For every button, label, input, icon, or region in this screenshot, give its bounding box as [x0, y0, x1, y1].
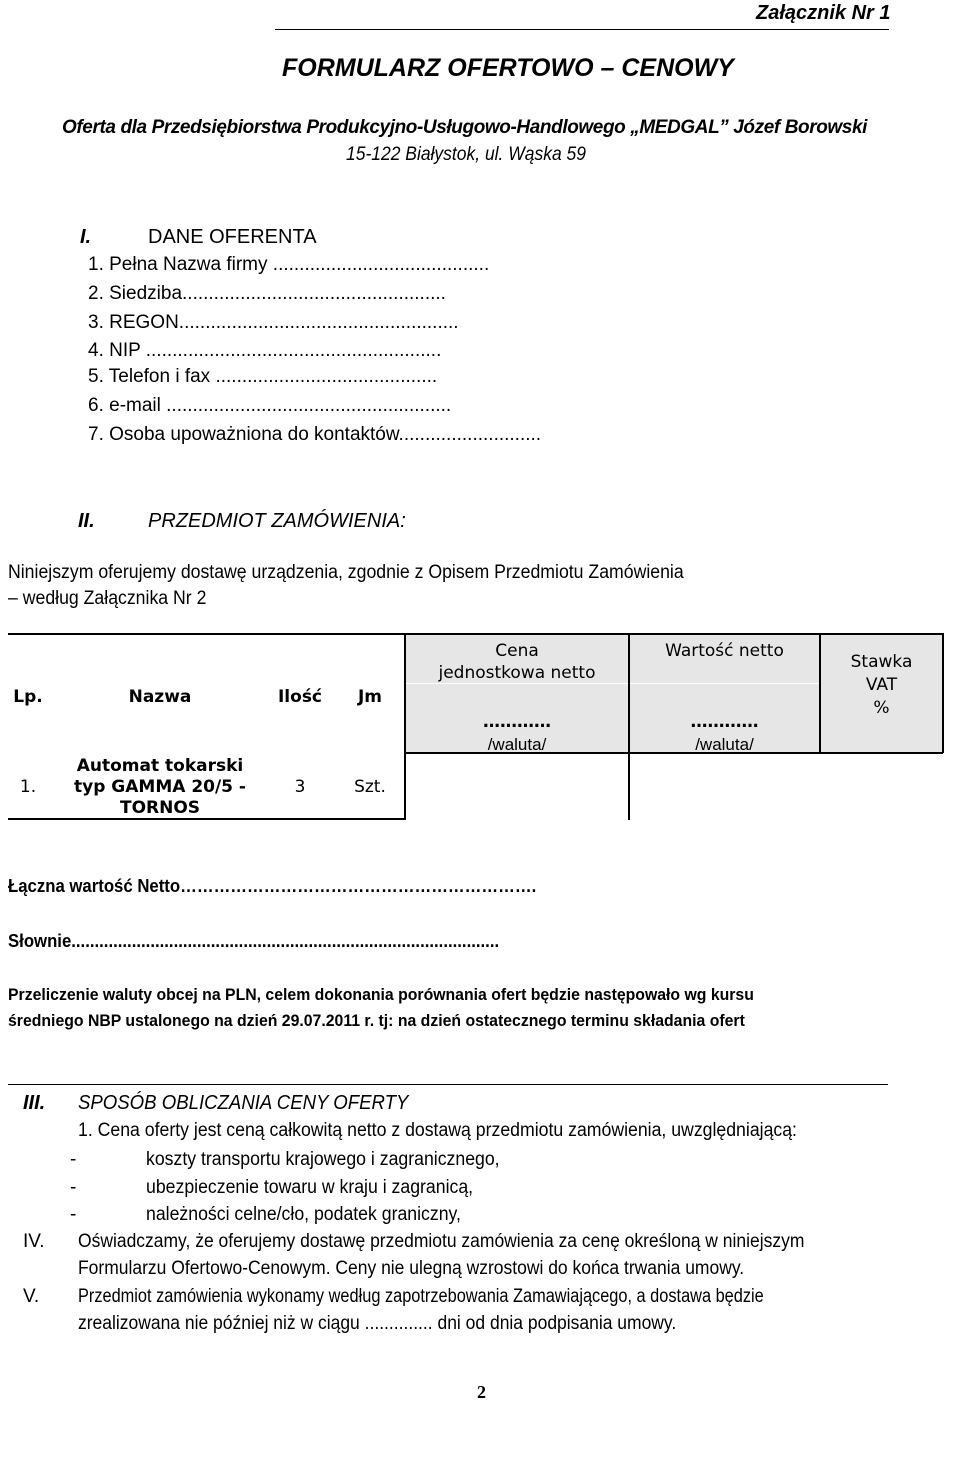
header-lp: Lp. [13, 687, 43, 707]
header-rule [275, 29, 889, 30]
in-words: Słownie............................................................................................ [8, 931, 500, 951]
row-qty: 3 [294, 777, 306, 797]
list-item: 4. NIP ........................................................ [88, 340, 442, 361]
section-5-line-1: Przedmiot zamówienia wykonamy według zapotrzebowania Zamawiającego, a dostawa będzie [78, 1286, 764, 1307]
conversion-line-1: Przeliczenie waluty obcej na PLN, celem dokonania porównania ofert będzie następowało wg kursu [8, 985, 754, 1004]
section-2-intro-2: – według Załącznika Nr 2 [8, 588, 207, 609]
offer-line-1: Oferta dla Przedsiębiorstwa Produkcyjno-Usługowo-Handlowego „MEDGAL” Józef Borowski [62, 117, 868, 138]
wartosc-inner-line [629, 683, 820, 684]
header-stawka-2: VAT [865, 675, 898, 695]
header-stawka-3: % [873, 698, 890, 718]
row-name-3: TORNOS [119, 798, 201, 818]
row-name-1: Automat tokarski [76, 756, 244, 776]
conversion-line-2: średniego NBP ustalonego na dzień 29.07.2011 r. tj: na dzień ostatecznego terminu składania ofert [8, 1011, 745, 1030]
row-name-2: typ GAMMA 20/5 - [74, 777, 246, 797]
section-4-line-1: Oświadczamy, że oferujemy dostawę przedmiotu zamówienia za cenę określoną w niniejszym [78, 1231, 805, 1252]
list-item: 2. Siedziba.................................................. [88, 283, 446, 304]
list-item: 5. Telefon i fax .......................................... [88, 366, 438, 387]
section-3-title: SPOSÓB OBLICZANIA CENY OFERTY [78, 1092, 409, 1114]
header-nazwa: Nazwa [128, 687, 192, 707]
header-stawka-1: Stawka [850, 652, 913, 672]
list-item: 7. Osoba upoważniona do kontaktów........................... [88, 424, 542, 445]
list-item: 3. REGON..................................................... [88, 312, 459, 333]
list-item: 1. Pełna Nazwa firmy ......................................... [88, 254, 490, 275]
header-cena-dots: ………… [483, 712, 551, 732]
section-5-line-2: zrealizowana nie później niż w ciągu .............. dni od dnia podpisania umowy. [78, 1313, 677, 1334]
header-cena-1: Cena [495, 641, 539, 661]
list-item: należności celne/cło, podatek graniczny, [146, 1204, 461, 1225]
section-2-intro-1: Niniejszym oferujemy dostawę urządzenia, zgodnie z Opisem Przedmiotu Zamówienia [8, 562, 684, 583]
bullet-mark: - [70, 1177, 77, 1198]
row-lp: 1. [19, 777, 37, 797]
section-3-rule [8, 1084, 888, 1085]
table-top-line [8, 633, 943, 635]
offer-line-2: 15-122 Białystok, ul. Wąska 59 [346, 144, 586, 165]
section-5-number: V. [23, 1286, 40, 1307]
header-wartosc-currency: /waluta/ [695, 735, 754, 754]
attachment-label: Załącznik Nr 1 [756, 2, 891, 24]
section-4-number: IV. [23, 1231, 45, 1252]
form-title: FORMULARZ OFERTOWO – CENOWY [282, 54, 734, 82]
bullet-mark: - [70, 1204, 77, 1225]
section-4-line-2: Formularzu Ofertowo-Cenowym. Ceny nie ulegną wzrostowi do końca trwania umowy. [78, 1258, 745, 1279]
row-unit: Szt. [354, 777, 386, 797]
header-cena-currency: /waluta/ [487, 735, 547, 754]
section-2-number: II. [78, 510, 95, 532]
section-1-title: DANE OFERENTA [148, 226, 317, 248]
section-3-item-1: 1. Cena oferty jest ceną całkowitą netto z dostawą przedmiotu zamówienia, uwzględniającą: [78, 1120, 797, 1141]
header-wartosc: Wartość netto [665, 641, 784, 661]
list-item: 6. e-mail ...................................................... [88, 395, 452, 416]
header-jm: Jm [357, 687, 383, 707]
section-1-number: I. [80, 226, 92, 248]
bullet-mark: - [70, 1149, 77, 1170]
section-3-number: III. [23, 1092, 46, 1114]
page-number: 2 [477, 1382, 486, 1402]
list-item: koszty transportu krajowego i zagranicznego, [146, 1149, 500, 1170]
section-2-title: PRZEDMIOT ZAMÓWIENIA: [148, 510, 406, 532]
header-ilosc: Ilość [277, 687, 323, 707]
total-net: Łączna wartość Netto………………………………………………………. [8, 876, 537, 896]
header-cena-2: jednostkowa netto [438, 663, 596, 683]
header-wartosc-dots: ………… [690, 712, 759, 732]
list-item: ubezpieczenie towaru w kraju i zagranicą, [146, 1177, 474, 1198]
